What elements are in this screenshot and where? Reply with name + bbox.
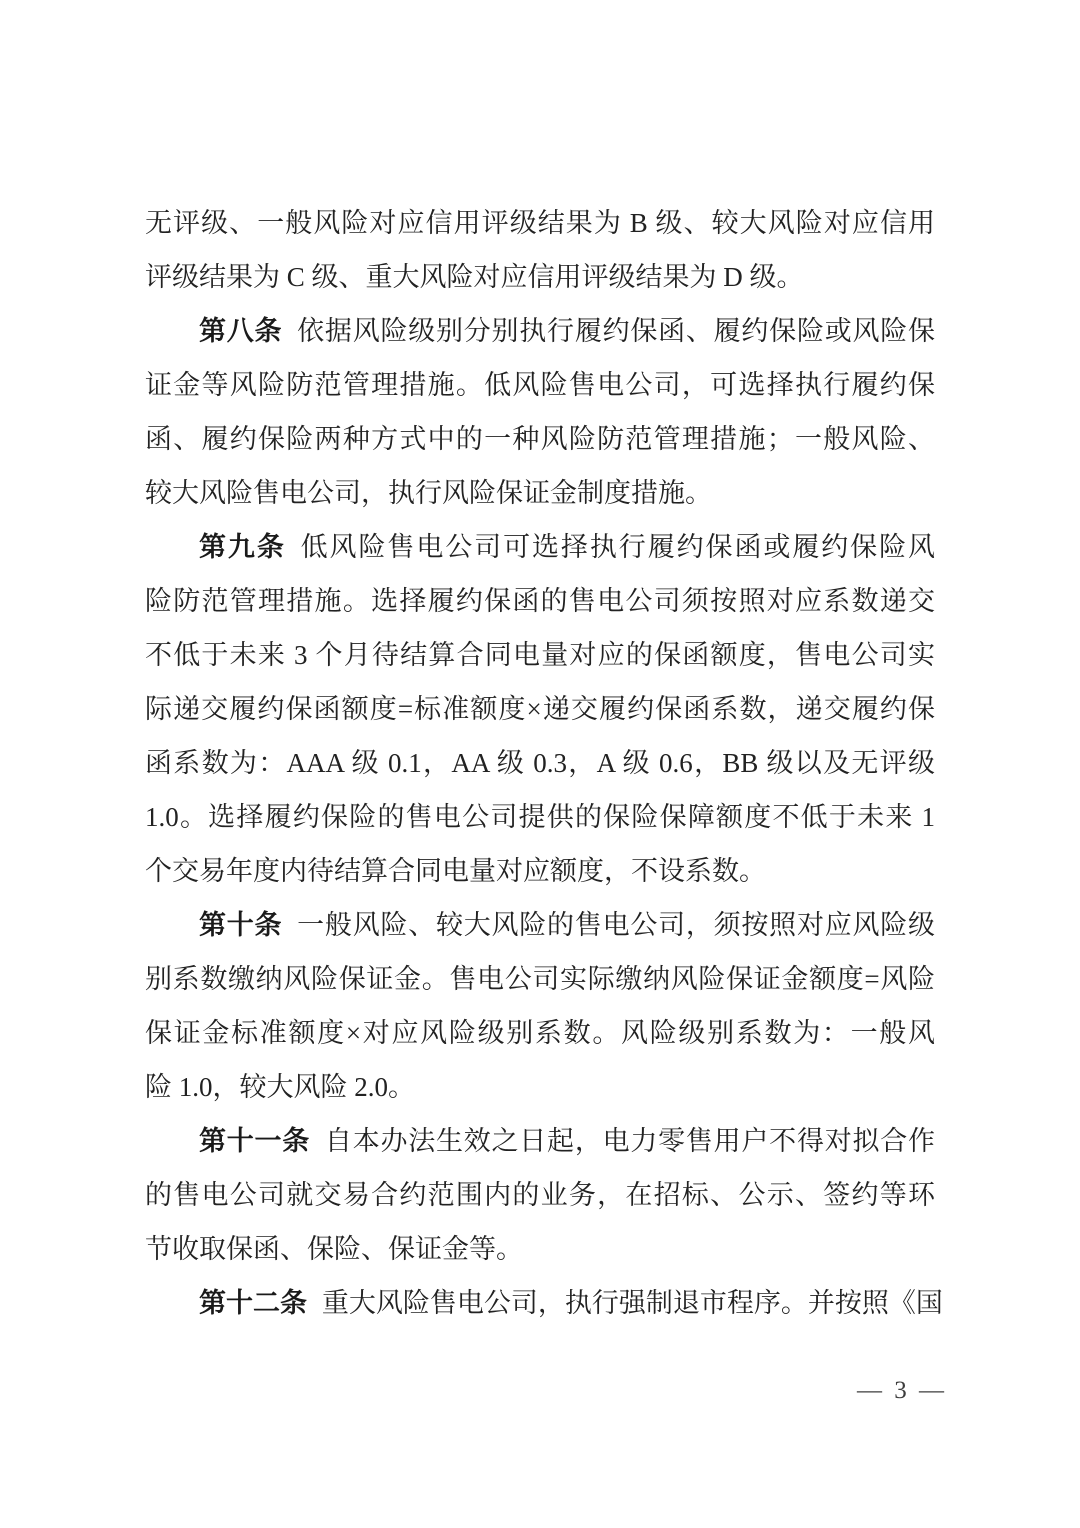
article-text: 依据风险级别分别执行履约保函、履约保险或风险保 bbox=[297, 316, 936, 346]
text-line bbox=[145, 520, 935, 574]
text-line bbox=[145, 1114, 935, 1168]
paragraph-article-12 bbox=[145, 1276, 943, 1330]
text-line: 1.0。选择履约保险的售电公司提供的保险保障额度不低于未来 1 bbox=[145, 802, 935, 832]
page-footer bbox=[0, 1376, 947, 1406]
text-line: 险防范管理措施。选择履约保函的售电公司须按照对应系数递交 bbox=[145, 586, 935, 616]
page-number: — 3 — bbox=[857, 1377, 947, 1404]
document-body bbox=[145, 196, 943, 1330]
article-number: 第十条 bbox=[199, 910, 283, 940]
text-line: 保证金标准额度×对应风险级别系数。风险级别系数为：一般风 bbox=[145, 1018, 935, 1048]
text-line: 节收取保函、保险、保证金等。 bbox=[145, 1234, 523, 1264]
text-line: 函、履约保险两种方式中的一种风险防范管理措施；一般风险、 bbox=[145, 424, 935, 454]
text-line bbox=[145, 304, 935, 358]
article-number: 第十二条 bbox=[199, 1288, 307, 1318]
text-line: 评级结果为 C 级、重大风险对应信用评级结果为 D 级。 bbox=[145, 262, 804, 292]
article-text: 低风险售电公司可选择执行履约保函或履约保险风 bbox=[300, 532, 936, 562]
text-line: 函系数为：AAA 级 0.1，AA 级 0.3，A 级 0.6，BB 级以及无评级 bbox=[145, 748, 935, 778]
paragraph-article-11 bbox=[145, 1114, 935, 1276]
article-number: 第十一条 bbox=[199, 1126, 311, 1156]
paragraph-article-10 bbox=[145, 898, 935, 1114]
text-line: 险 1.0，较大风险 2.0。 bbox=[145, 1072, 415, 1102]
text-line bbox=[145, 898, 935, 952]
text-line: 较大风险售电公司，执行风险保证金制度措施。 bbox=[145, 478, 712, 508]
text-line: 不低于未来 3 个月待结算合同电量对应的保函额度，售电公司实 bbox=[145, 640, 935, 670]
text-line bbox=[145, 1276, 943, 1330]
article-text: 一般风险、较大风险的售电公司，须按照对应风险级 bbox=[297, 910, 936, 940]
article-text: 重大风险售电公司，执行强制退市程序。并按照《国 bbox=[321, 1288, 943, 1318]
text-line: 别系数缴纳风险保证金。售电公司实际缴纳风险保证金额度=风险 bbox=[145, 964, 935, 994]
paragraph-article-9 bbox=[145, 520, 935, 898]
text-line: 的售电公司就交易合约范围内的业务，在招标、公示、签约等环 bbox=[145, 1180, 935, 1210]
text-line: 际递交履约保函额度=标准额度×递交履约保函系数，递交履约保 bbox=[145, 694, 935, 724]
article-number: 第九条 bbox=[199, 532, 286, 562]
paragraph-article-8 bbox=[145, 304, 935, 520]
article-text: 自本办法生效之日起，电力零售用户不得对拟合作 bbox=[324, 1126, 936, 1156]
article-number: 第八条 bbox=[199, 316, 283, 346]
text-line: 无评级、一般风险对应信用评级结果为 B 级、较大风险对应信用 bbox=[145, 208, 935, 238]
paragraph-continuation bbox=[145, 196, 935, 304]
text-line: 证金等风险防范管理措施。低风险售电公司，可选择执行履约保 bbox=[145, 370, 935, 400]
text-line: 个交易年度内待结算合同电量对应额度，不设系数。 bbox=[145, 856, 766, 886]
